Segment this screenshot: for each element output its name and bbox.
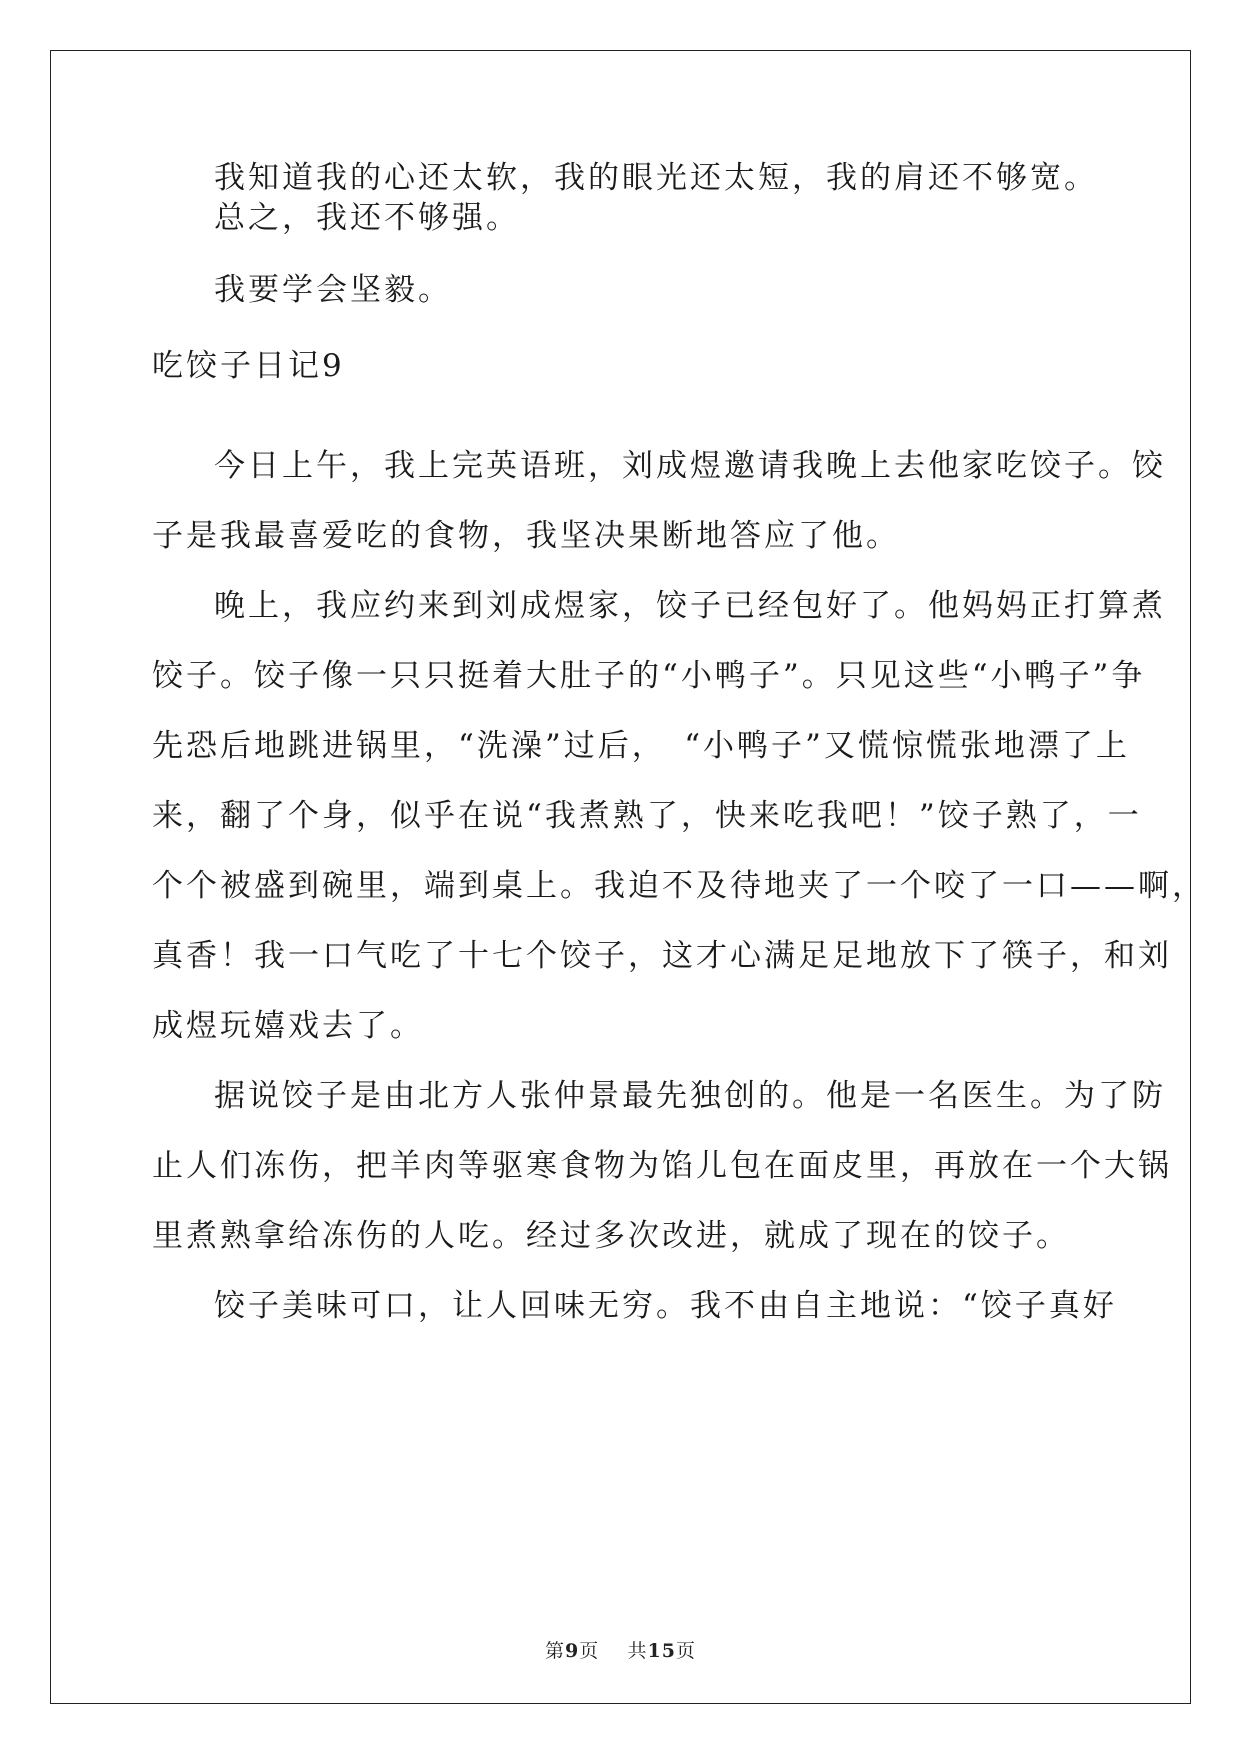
page-footer <box>0 1636 1241 1663</box>
page-number: 9 <box>565 1640 580 1662</box>
paragraph-line: 来，翻了个身，似乎在说“我煮熟了，快来吃我吧！”饺子熟了，一 <box>152 798 1142 834</box>
paragraph-line: 成煜玩嬉戏去了。 <box>152 1008 424 1044</box>
page-unit: 页 <box>579 1640 600 1662</box>
paragraph-line: 饺子美味可口，让人回味无穷。我不由自主地说：“饺子真好 <box>214 1288 1117 1324</box>
total-prefix: 共 <box>627 1640 648 1662</box>
paragraph-line: 晚上，我应约来到刘成煜家，饺子已经包好了。他妈妈正打算煮 <box>214 588 1166 624</box>
paragraph-line: 今日上午，我上完英语班，刘成煜邀请我晚上去他家吃饺子。饺 <box>214 448 1166 484</box>
paragraph-line: 先恐后地跳进锅里，“洗澡”过后， “小鸭子”又慌惊慌张地漂了上 <box>152 728 1130 764</box>
paragraph-line: 总之，我还不够强。 <box>214 200 520 236</box>
page-prefix: 第 <box>545 1640 566 1662</box>
paragraph-line: 止人们冻伤，把羊肉等驱寒食物为馅儿包在面皮里，再放在一个大锅 <box>152 1148 1172 1184</box>
page-total: 15 <box>647 1640 676 1662</box>
paragraph-line: 个个被盛到碗里，端到桌上。我迫不及待地夹了一个咬了一口——啊， <box>152 868 1206 904</box>
paragraph-line: 我知道我的心还太软，我的眼光还太短，我的肩还不够宽。 <box>214 160 1098 196</box>
paragraph-line: 真香！我一口气吃了十七个饺子，这才心满足足地放下了筷子，和刘 <box>152 938 1172 974</box>
paragraph-line: 据说饺子是由北方人张仲景最先独创的。他是一名医生。为了防 <box>214 1078 1166 1114</box>
paragraph-line: 里煮熟拿给冻伤的人吃。经过多次改进，就成了现在的饺子。 <box>152 1218 1070 1254</box>
paragraph-line: 我要学会坚毅。 <box>214 272 452 308</box>
paragraph-line: 饺子。饺子像一只只挺着大肚子的“小鸭子”。只见这些“小鸭子”争 <box>152 658 1146 694</box>
total-unit: 页 <box>675 1640 696 1662</box>
section-heading: 吃饺子日记9 <box>152 348 345 384</box>
paragraph-line: 子是我最喜爱吃的食物，我坚决果断地答应了他。 <box>152 518 900 554</box>
